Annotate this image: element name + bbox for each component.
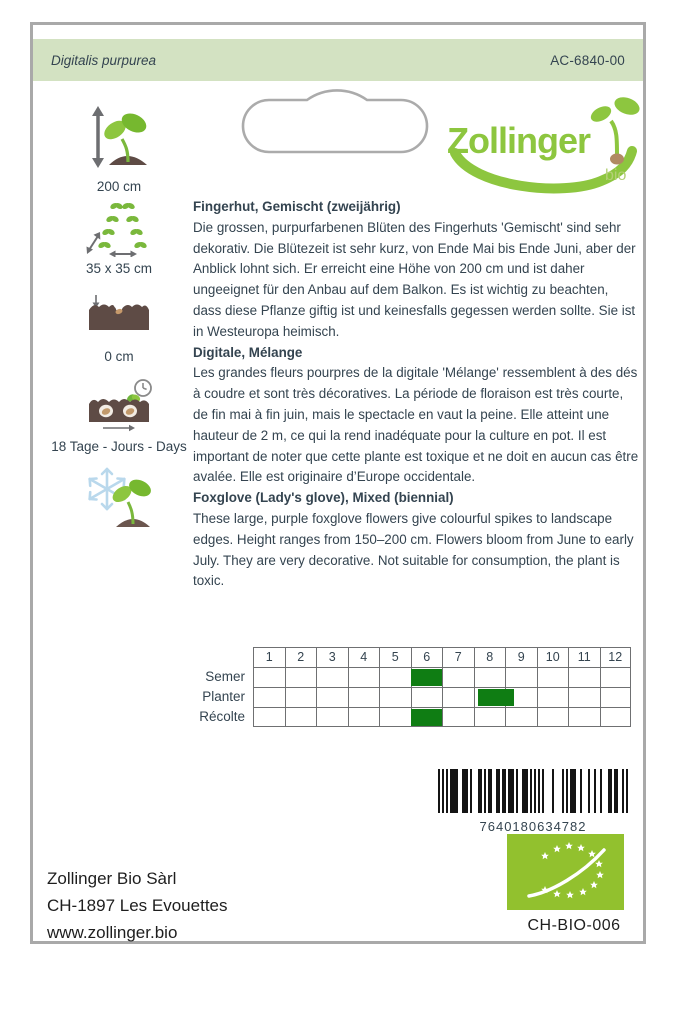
calendar-cell	[285, 687, 317, 707]
calendar-cell	[474, 667, 506, 687]
calendar-cell	[379, 707, 411, 727]
calendar-row-label: Planter	[202, 689, 245, 704]
barcode	[436, 769, 630, 834]
calendar-month-header: 6	[411, 647, 443, 667]
calendar-month-header: 5	[379, 647, 411, 667]
spec-sowing-depth	[33, 293, 205, 364]
calendar-cell	[411, 687, 443, 707]
germination-time-icon	[78, 377, 160, 433]
species-name: Digitalis purpurea	[51, 52, 157, 68]
calendar-cell	[379, 667, 411, 687]
calendar-cell	[600, 707, 632, 727]
description-en	[193, 488, 639, 592]
calendar-cell	[253, 667, 285, 687]
title-de: Fingerhut, Gemischt (zweijährig)	[193, 199, 401, 214]
calendar-month-header: 1	[253, 647, 285, 667]
calendar-cell	[537, 707, 569, 727]
barcode-bars	[438, 769, 628, 813]
calendar-cell	[568, 667, 600, 687]
company-address: CH-1897 Les Evouettes	[47, 896, 228, 915]
calendar-cell	[474, 707, 506, 727]
calendar-cell	[568, 687, 600, 707]
calendar-cell	[348, 667, 380, 687]
zollinger-logo	[445, 95, 651, 199]
calendar-cell	[285, 667, 317, 687]
hang-hole-cutout	[241, 87, 429, 155]
calendar-cell	[442, 707, 474, 727]
description-fr	[193, 343, 639, 489]
calendar-cell	[348, 687, 380, 707]
logo-wordmark: Zollinger	[447, 120, 590, 161]
germination-time-value: 18 Tage - Jours - Days	[51, 439, 187, 454]
calendar-cell	[379, 687, 411, 707]
sowing-depth-icon	[83, 293, 155, 333]
calendar-month-header: 7	[442, 647, 474, 667]
organic-cert-code: CH-BIO-006	[527, 917, 621, 934]
calendar-month-header: 4	[348, 647, 380, 667]
packet-frame	[30, 22, 646, 944]
sowing-calendar	[196, 647, 631, 727]
calendar-cell	[537, 667, 569, 687]
calendar-cell	[316, 667, 348, 687]
calendar-month-header: 11	[568, 647, 600, 667]
calendar-month-header: 12	[600, 647, 632, 667]
plant-height-value: 200 cm	[96, 179, 142, 194]
calendar-cell	[537, 687, 569, 707]
footer-address	[47, 865, 228, 946]
calendar-month-header: 2	[285, 647, 317, 667]
frost-hardy-icon	[82, 463, 156, 531]
calendar-month-header: 9	[505, 647, 537, 667]
body-en: These large, purple foxglove flowers give colourful spikes to landscape edges. Height ranges from 150–200 cm. Flowers bloom from June to early July. They are very decorative. Not suitable for consumption, the plant is toxic.	[193, 510, 634, 589]
description-block	[193, 197, 639, 592]
calendar-cell	[285, 707, 317, 727]
calendar-row-label: Récolte	[199, 709, 245, 724]
title-fr: Digitale, Mélange	[193, 344, 303, 360]
spec-plant-spacing	[33, 201, 205, 276]
calendar-cell	[253, 707, 285, 727]
calendar-cell	[442, 667, 474, 687]
description-de	[193, 197, 639, 343]
spec-plant-height	[33, 105, 205, 194]
calendar-cell	[253, 687, 285, 707]
title-en: Foxglove (Lady's glove), Mixed (biennial)	[193, 490, 454, 506]
calendar-activity-bar	[478, 689, 514, 706]
spec-germination-time	[33, 377, 205, 454]
sowing-depth-value: 0 cm	[104, 349, 134, 364]
calendar-month-header: 8	[474, 647, 506, 667]
calendar-activity-bar	[411, 669, 443, 686]
calendar-cell	[505, 667, 537, 687]
calendar-cell	[505, 707, 537, 727]
logo-bio-label: bio	[605, 167, 627, 184]
calendar-cell	[316, 687, 348, 707]
calendar-cell	[316, 707, 348, 727]
calendar-month-header: 3	[316, 647, 348, 667]
article-code: AC-6840-00	[550, 52, 625, 68]
calendar-cell	[348, 707, 380, 727]
organic-leaf-logo	[507, 834, 624, 910]
company-name: Zollinger Bio Sàrl	[47, 869, 177, 888]
top-species-bar	[33, 39, 643, 81]
plant-spacing-icon	[84, 201, 154, 257]
calendar-cell	[568, 707, 600, 727]
body-de: Die grossen, purpurfarbenen Blüten des Fingerhuts 'Gemischt' sind sehr dekorativ. Die Blütezeit ist sehr kurz, von Ende Mai bis Ende Juni, aber der Anblick lohnt sich. Er erreicht eine Höhe von 200 cm und ist daher ungeeignet für den Anbau auf dem Balkon. Es ist wichtig zu beachten, dass diese Pflanze giftig ist und keinesfalls gegessen werden sollte. Sie ist in Westeuropa heimisch.	[193, 219, 636, 339]
website-url: www.zollinger.bio	[47, 923, 178, 942]
barcode-number: 7640180634782	[479, 819, 587, 834]
plant-height-icon	[87, 105, 151, 169]
body-fr: Les grandes fleurs pourpres de la digitale 'Mélange' ressemblent à des dés à coudre et sont très décoratives. La période de floraison est très courte, de fin mai à fin juin, mais le spectacle en vaut la peine. Elle atteint une hauteur de 2 m, ce qui la rend inadéquate pour la culture en pot. Il est important de noter que cette plante est toxique et ne doit en aucun cas être avalée. Elle est originaire d’Europe occidentale.	[193, 365, 639, 485]
calendar-month-header: 10	[537, 647, 569, 667]
calendar-cell	[600, 687, 632, 707]
calendar-cell	[600, 667, 632, 687]
calendar-row-label: Semer	[205, 669, 245, 684]
calendar-activity-bar	[411, 709, 443, 726]
calendar-corner	[196, 647, 253, 667]
calendar-cell	[442, 687, 474, 707]
spec-frost-hardy	[33, 463, 205, 531]
plant-spacing-value: 35 x 35 cm	[85, 261, 153, 276]
